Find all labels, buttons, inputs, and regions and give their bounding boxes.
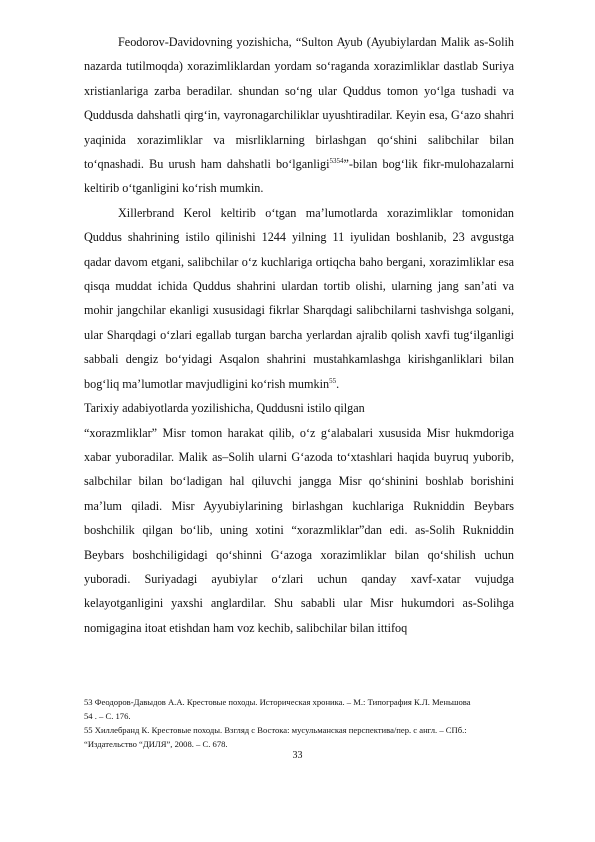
paragraph-2-tail: . <box>336 376 340 391</box>
paragraph-1-tail: ”-bilan bog‘lik fikr-mulohazalarni keltirib o‘tganligini ko‘rish mumkin. <box>84 157 514 196</box>
footnote-line: “Издательство “ДИЛЯ”, 2008. – С. 678. <box>84 739 228 749</box>
paragraph-4: “xorazmliklar” Misr tomon harakat qilib, o‘z g‘alabalari xususida Misr hukmdoriga xabar yuboradilar. Malik as–Solih ularni G‘azoda to‘xtashlari haqida buyruq yuborib, salbchilar bilan bo‘ladigan hal qiluvchi jangga Misr qo‘shinini boshlab borishini ma’lum qiladi. Misr Ayyubiylarining birlashgan kuchlariga Rukniddin Beybars boshchilik qilgan bo‘lib, uning xotini “xorazmliklar”dan edi. as-Solih Rukniddin Beybars boshchiligidagi qo‘shinni G‘azoga xorazimliklar bilan qo‘shilish uchun yuboradi. Suriyadagi ayubiylar o‘zlari uchun qanday xavf-xatar vujudga kelayotganligini yaxshi anglardilar. Shu sababli ular Misr hukumdori as-Solihga nomigagina itoat etishdan ham voz kechib, salibchilar bilan ittifoq <box>84 425 514 635</box>
footnote-ref-55: 55 <box>329 376 337 385</box>
footnote-line: 53 Феодоров-Давыдов А.А. Крестовые походы. Историческая хроника. – М.: Типография К.Л. Меньшова <box>84 697 471 707</box>
page-number: 33 <box>292 750 303 761</box>
footnote-ref-53-54: 5354 <box>329 156 344 165</box>
footnotes <box>84 695 524 751</box>
paragraph-2 <box>84 201 514 396</box>
paragraph-1-text: Feodorov-Davidovning yozishicha, “Sulton Ayub (Ayubiylardan Malik as-Solih nazarda tutilmoqda) xorazimliklardan yordam so‘raganda xorazimliklar dastlab Suriya xristianlariga zarba beradilar. shundan so‘ng ular Quddus tomon yo‘lga tushadi va Quddusda dahshatli qirg‘in, vayronagarchiliklar uyushtiradilar. Keyin esa, G‘azo shahri yaqinida xorazimliklar va misrliklarning birlashgan qo‘shini salibchilar bilan to‘qnashadi. Bu urush ham dahshatli bo‘lganligi <box>84 35 514 172</box>
paragraph-3: Tarixiy adabiyotlarda yozilishicha, Quddusni istilo qilgan <box>84 401 365 416</box>
main-text <box>84 30 514 640</box>
paragraph-1 <box>84 30 514 201</box>
footnote-line: 54 . – С. 176. <box>84 711 131 721</box>
paragraph-2-text: Xillerbrand Kerol keltirib o‘tgan ma’lumotlarda xorazimliklar tomonidan Quddus shahrining istilo qilinishi 1244 yilning 11 iyulidan boshlanib, 23 avgustga qadar davom etgani, salibchilar o‘z kuchlariga ortiqcha baho bergani, xorazimliklar esa qisqa muddat ichida Quddus shahrini ulardan tortib olishi, ularning jang san’ati va mohir jangchilar ekanligi xususidagi fikrlar Sharqdagi salibchilarni tashvishga solgani, ular Sharqdagi o‘zlari egallab turgan barcha yerlardan ajralib qolish xavfi tug‘ilganligi sabbali dengiz bo‘yidagi Asqalon shahrini mustahkamlashga kirishganliklari bilan bog‘liq ma’lumotlar mavjudligini ko‘rish mumkin <box>84 205 514 391</box>
footnote-line: 55 Хиллебранд К. Крестовые походы. Взгляд с Востока: мусульманская перспектива/пер. с англ. – СПб.: <box>84 725 467 735</box>
